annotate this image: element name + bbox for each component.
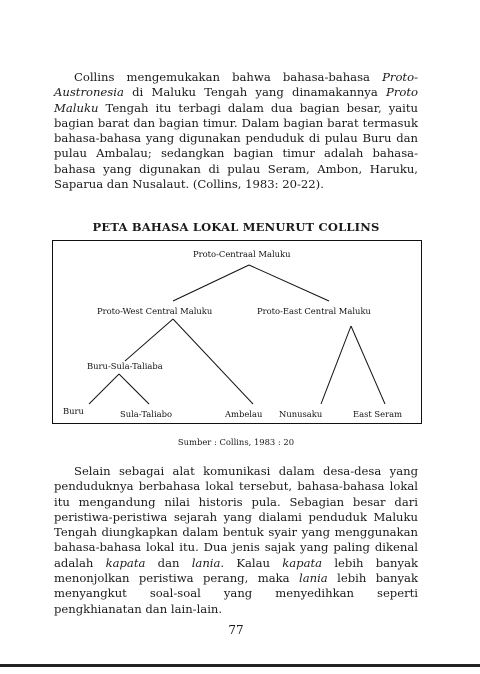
edge-west-ambelau — [173, 319, 253, 404]
node-proto-east-central-maluku: Proto-East Central Maluku — [257, 306, 371, 316]
text-run: Tengah itu terbagi dalam dua bagian besar, yaitu bagian barat dan bagian timur. Dalam bagian barat termasuk bahasa-bahasa yang digunakan penduduk di pulau Buru dan pulau Ambalau; sedangkan bagian timur adalah bahasa-bahasa yang digunakan di pulau Seram, Ambon, Haruku, Saparua dan Nusalaut. (Collins, 1983: 20-22). — [54, 100, 418, 192]
node-buru: Buru — [63, 406, 84, 416]
edge-root-east — [249, 265, 329, 301]
italic-term: kapata — [105, 555, 146, 570]
text-run: Selain sebagai alat komunikasi dalam desa-desa yang penduduknya berbahasa lokal tersebut, bahasa-bahasa lokal itu mengandung nilai historis pula. Sebagian besar dari peristiwa-peristiwa sejarah yang dialami penduduk Maluku Tengah diungkapkan dalam bentuk syair yang menggunakan bahasa-bahasa lokal itu. Dua jenis sajak yang paling dikenal adalah — [54, 464, 418, 570]
text-run: di Maluku Tengah yang dinamakannya — [123, 85, 387, 100]
node-ambelau: Ambelau — [225, 409, 263, 419]
edge-east-nunusaku — [321, 326, 351, 404]
edge-root-west — [173, 265, 249, 301]
italic-term: Proto-Austronesia — [54, 70, 418, 100]
text-run: dan — [145, 555, 192, 570]
edge-west-bst — [125, 319, 173, 361]
intro-paragraph — [54, 70, 418, 192]
node-east-seram: East Seram — [353, 409, 403, 419]
edge-bst-buru — [89, 374, 119, 404]
italic-term: lania — [298, 571, 328, 586]
diagram-source: Sumber : Collins, 1983 : 20 — [177, 437, 295, 447]
tree-lines — [53, 241, 423, 425]
body-paragraph — [54, 464, 418, 617]
node-buru-sula-taliaba: Buru-Sula-Taliaba — [87, 361, 163, 371]
diagram-title: PETA BAHASA LOKAL MENURUT COLLINS — [92, 220, 380, 234]
node-proto-central-maluku: Proto-Centraal Maluku — [193, 249, 291, 259]
page-number: 77 — [228, 623, 244, 637]
bottom-rule — [0, 664, 480, 667]
node-sula-taliabo: Sula-Taliabo — [120, 409, 173, 419]
italic-term: Proto Maluku — [54, 85, 418, 115]
text-run: lebih banyak menonjolkan peristiwa perang, maka — [54, 555, 419, 586]
node-proto-west-central-maluku: Proto-West Central Maluku — [97, 306, 213, 316]
text-run: . Kalau — [220, 555, 283, 570]
text-run: lebih banyak menyangkut soal-soal yang menyedihkan seperti pengkhianatan dan lain-lain. — [54, 571, 418, 616]
edge-bst-sula — [119, 374, 149, 404]
text-run: Collins mengemukakan bahwa bahasa-bahasa — [74, 70, 383, 84]
node-nunusaku: Nunusaku — [279, 409, 323, 419]
italic-term: kapata — [282, 555, 323, 570]
edge-east-eastseram — [351, 326, 385, 404]
language-tree-diagram — [52, 240, 422, 424]
italic-term: lania — [191, 555, 221, 570]
